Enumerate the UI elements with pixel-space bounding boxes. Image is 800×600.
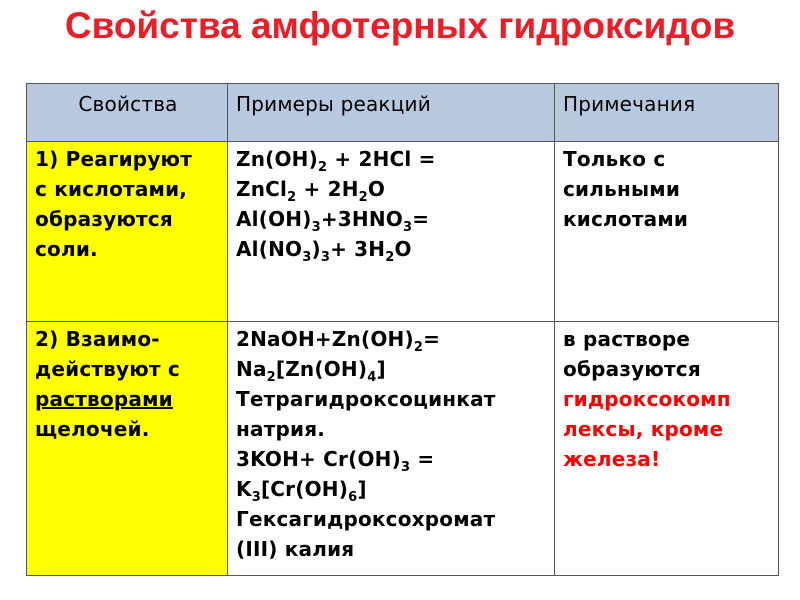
header-notes: Примечания (555, 84, 779, 142)
row1-note-cell (555, 142, 779, 322)
reaction-line: $K_3[Cr(OH)_6]$ (236, 477, 367, 505)
reaction-line: (III) калия (236, 537, 355, 561)
reaction-line: $2NaOH+Zn(OH)_2=$ (236, 327, 441, 355)
header-properties: Свойства (27, 84, 228, 142)
note-line: сильными (563, 177, 681, 201)
row1-property-line: соли. (35, 237, 98, 261)
reaction-line: $Al(NO_3)_3+ 3H_2O$ (236, 237, 412, 265)
reaction-line: ZnCl$_2$ + $2H_2O$ (236, 177, 386, 205)
note-line: в растворе (563, 327, 691, 351)
note-line-highlight: гидроксокомп (563, 387, 731, 411)
row1-property-cell (27, 142, 228, 322)
row1-property-line: с кислотами, (35, 177, 188, 201)
row1-property-line: 1) Реагируют (35, 147, 192, 171)
row2-property-line-underlined: растворами (35, 387, 173, 411)
reaction-line: Тетрагидроксоцинкат (236, 387, 496, 411)
row2-property-line: щелочей. (35, 417, 150, 441)
reaction-line: $3KOH+ Cr(OH)_3$ = (236, 447, 435, 475)
table-header-row (27, 84, 779, 142)
row2-note-cell (555, 322, 779, 576)
note-line-highlight: железа! (563, 447, 661, 471)
reaction-line: $Zn(OH)_2 + 2HCl$ = (236, 147, 436, 175)
note-line: кислотами (563, 207, 689, 231)
reaction-line: натрия. (236, 417, 326, 441)
row2-property-line: действуют с (35, 357, 180, 381)
reaction-line: $Al(OH)_3+3HNO_3=$ (236, 207, 430, 235)
slide-title: Свойства амфотерных гидроксидов (64, 5, 736, 46)
note-line: образуются (563, 357, 701, 381)
row1-property-line: образуются (35, 207, 173, 231)
row2-property-cell (27, 322, 228, 576)
note-line-highlight: лексы, кроме (563, 417, 724, 441)
row2-reactions-cell (228, 322, 555, 576)
table-row (27, 142, 779, 322)
reaction-line: Гексагидроксохромат (236, 507, 496, 531)
reaction-line: $Na_2[Zn(OH)_4]$ (236, 357, 386, 385)
properties-table (26, 83, 779, 576)
row2-property-line: 2) Взаимо- (35, 327, 160, 351)
note-line: Только с (563, 147, 666, 171)
table-row (27, 322, 779, 576)
row1-reactions-cell (228, 142, 555, 322)
header-reaction-examples: Примеры реакций (228, 84, 555, 142)
